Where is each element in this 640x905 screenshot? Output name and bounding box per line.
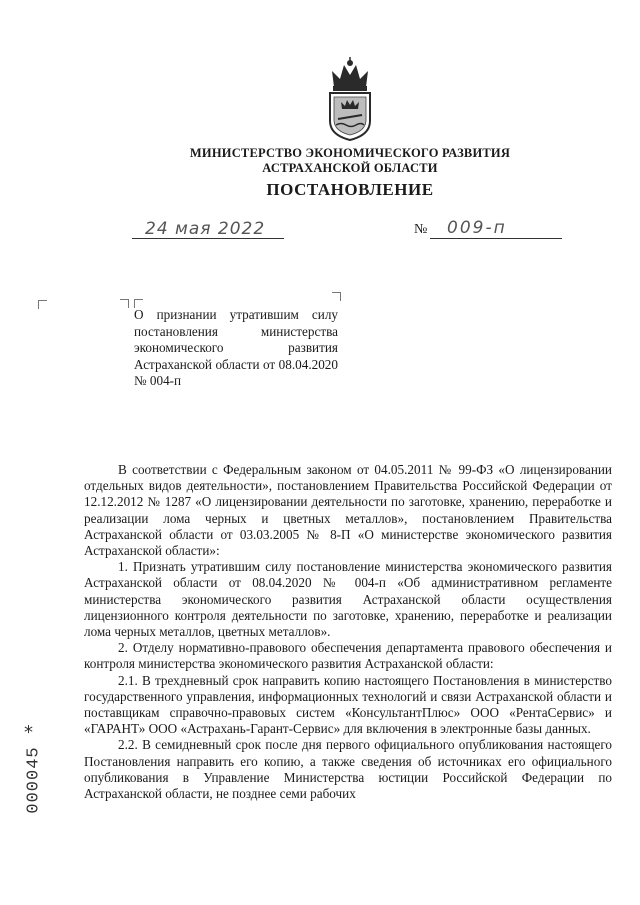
document-body (84, 462, 612, 802)
number-label: № (414, 222, 428, 237)
corner-mark (38, 300, 47, 309)
coat-of-arms-icon (322, 57, 378, 141)
ministry-name-line1: МИНИСТЕРСТВО ЭКОНОМИЧЕСКОГО РАЗВИТИЯ (189, 146, 511, 160)
clause-1: 1. Признать утратившим силу постановление министерства экономического развития Астраханской области от 08.04.2020 № 004-п «Об административном регламенте министерства экономического развития Астраханской области осуществления лицензионного контроля деятельности по заготовке, хранению, переработке и реализации лома черных металлов, цветных металлов». (84, 559, 612, 640)
clause-2: 2. Отделу нормативно-правового обеспечения департамента правового обеспечения и контроля министерства экономического развития Астраханской области: (84, 640, 612, 672)
document-date: 24 мая 2022 (145, 219, 266, 239)
ministry-name-line2: АСТРАХАНСКОЙ ОБЛАСТИ (262, 161, 438, 175)
date-underline (132, 238, 284, 239)
document-type-title: ПОСТАНОВЛЕНИЕ (266, 180, 434, 199)
document-subject: О признании утратившим силу постановления министерства экономического развития Астраханской области от 08.04.2020 № 004-п (134, 307, 338, 388)
preamble-paragraph: В соответствии с Федеральным законом от 04.05.2011 № 99-ФЗ «О лицензировании отдельных видов деятельности», постановлением Правительства Российской Федерации от 12.12.2012 № 1287 «О лицензировании деятельности по заготовке, хранению, переработке и реализации лома черных и цветных металлов», постановлением Правительства Астраханской области от 03.03.2005 № 8-П «О министерстве экономического развития Астраханской области»: (84, 462, 612, 559)
side-stamp-number: 000045 (24, 746, 44, 814)
number-underline (430, 238, 562, 239)
corner-mark (332, 292, 341, 301)
document-number: 009-п (447, 218, 507, 238)
corner-mark (120, 299, 129, 308)
side-stamp-star: * (24, 722, 33, 743)
clause-2-2: 2.2. В семидневный срок после дня первого официального опубликования настоящего Постановления направить его копию, а также сведения об источниках его официального опубликования в Управление Министерства юстиции Российской Федерации по Астраханской области, не позднее семи рабочих (84, 737, 612, 802)
clause-2-1: 2.1. В трехдневный срок направить копию настоящего Постановления в министерство государственного управления, информационных технологий и связи Астраханской области и поставщикам справочно-правовых систем «КонсультантПлюс» ООО «РентаСервис» и «ГАРАНТ» ООО «Астрахань-Гарант-Сервис» для включения в электронные базы данных. (84, 672, 612, 737)
side-stamp (8, 730, 60, 830)
